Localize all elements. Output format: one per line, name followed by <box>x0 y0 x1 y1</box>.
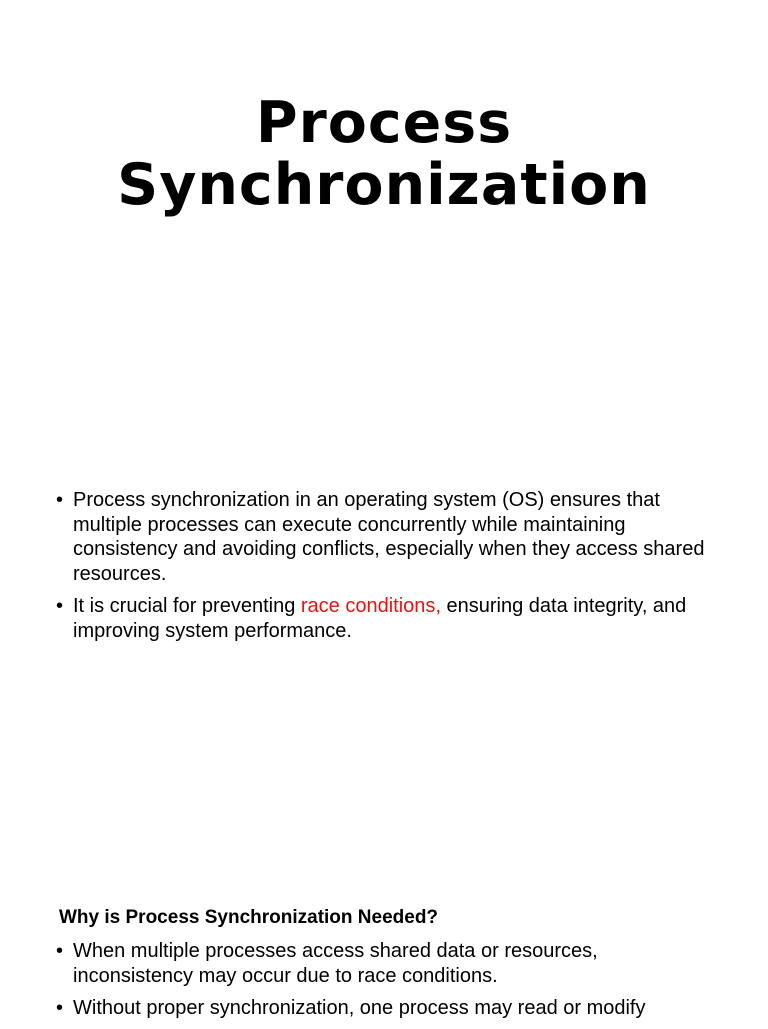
why-heading: Why is Process Synchronization Needed? <box>59 907 439 928</box>
why-bullet-1 <box>56 939 716 988</box>
race-conditions-highlight: race conditions, <box>300 595 441 617</box>
intro-bullet-2-text-before: It is crucial for preventing <box>73 595 301 617</box>
bullet-dot-icon: • <box>56 489 64 511</box>
bullet-dot-icon: • <box>56 595 64 617</box>
intro-bullet-list <box>56 488 716 651</box>
why-bullet-list <box>56 939 716 1029</box>
slide-title <box>0 92 768 216</box>
slide-title-line-2: Synchronization <box>117 152 651 218</box>
intro-bullet-1-text: Process synchronization in an operating system (OS) ensures that multiple processes can execute concurrently while maintaining consistency and avoiding conflicts, especially when they access shared resources. <box>73 489 705 585</box>
bullet-dot-icon: • <box>56 940 64 962</box>
bullet-dot-icon: • <box>56 997 64 1019</box>
why-bullet-2-text: Without proper synchronization, one process may read or modify <box>73 997 646 1019</box>
intro-bullet-2 <box>56 594 716 643</box>
why-bullet-1-text: When multiple processes access shared data or resources, inconsistency may occur due to race conditions. <box>73 940 598 987</box>
intro-bullet-1 <box>56 488 716 586</box>
why-bullet-2 <box>56 996 716 1021</box>
slide-title-line-1: Process <box>255 90 513 156</box>
intro-bullet-2-text-after: ensuring data integrity, and improving system performance. <box>73 595 687 642</box>
